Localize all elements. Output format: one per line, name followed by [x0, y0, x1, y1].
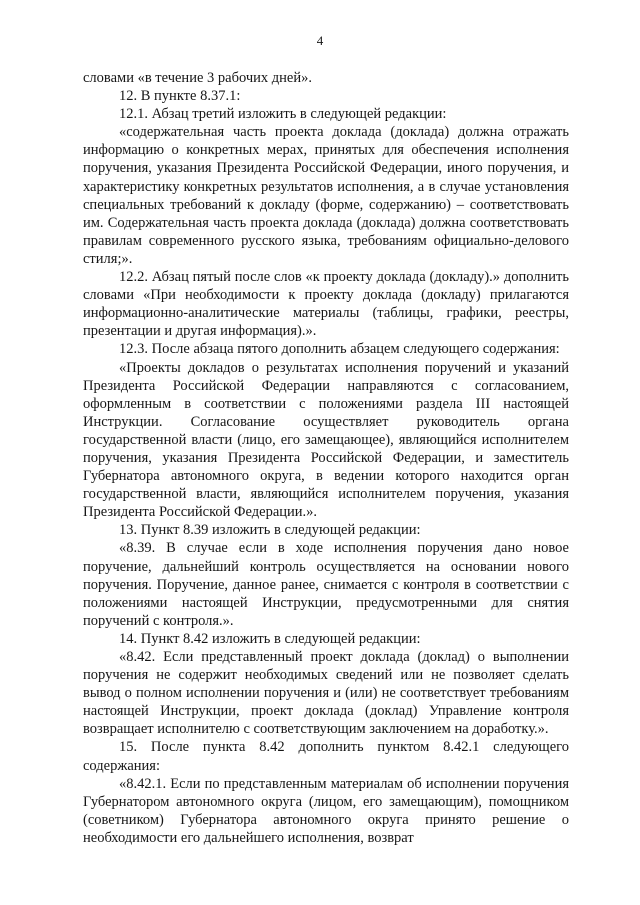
paragraph-continuation: словами «в течение 3 рабочих дней».	[83, 70, 312, 86]
paragraph-item-12-1: 12.1. Абзац третий изложить в следующей редакции:	[119, 106, 447, 123]
paragraph-item-15: 15. После пункта 8.42 дополнить пунктом 8.42.1 следующего содержания:	[83, 739, 569, 774]
paragraph-quote-12-3: «Проекты докладов о результатах исполнения поручений и указаний Президента Российской Федерации направляются с согласованием, оформленным в соответствии с положениями раздела III настоящей Инструкции. Согласование осуществляет руководитель органа государственной власти (лицо, его замещающее), являющийся исполнителем поручения, указания Президента Российской Федерации, и заместитель Губернатора автономного округа, в ведении которого находится орган государственной власти, являющийся исполнителем поручения, указания Президента Российской Федерации.».	[83, 359, 569, 521]
document-body	[83, 69, 569, 847]
paragraph-quote-8-42-1: «8.42.1. Если по представленным материалам об исполнении поручения Губернатором автономного округа (лицом, его замещающим), помощником (советником) Губернатора автономного округа принято решение о необходимости его дальнейшего исполнения, возврат	[83, 775, 569, 846]
page-number: 4	[316, 33, 324, 48]
paragraph-quote-8-42: «8.42. Если представленный проект доклада (доклад) о выполнении поручения не содержит необходимых сведений или не позволяет сделать вывод о полном исполнении поручения и (или) не соответствует требованиям настоящей Инструкции, проект доклада (доклад) Управление контроля возвращает исполнителю с соответствующим заключением на доработку.».	[83, 649, 569, 738]
paragraph-quote-8-39: «8.39. В случае если в ходе исполнения поручения дано новое поручение, дальнейший контроль осуществляется на основании нового поручения. Поручение, данное ранее, снимается с контроля в соответствии с положениями настоящей Инструкции, предусмотренными для снятия поручений с контроля.».	[83, 540, 569, 629]
paragraph-item-12-2: 12.2. Абзац пятый после слов «к проекту доклада (докладу).» дополнить словами «При необходимости к проекту доклада (докладу) прилагаются информационно-аналитические материалы (таблицы, графики, реестры, презентации и другая информация).».	[83, 269, 569, 340]
paragraph-quote-12-1: «содержательная часть проекта доклада (доклада) должна отражать информацию о конкретных мерах, принятых для обеспечения исполнения поручения, указания Президента Российской Федерации, иного поручения, и характеристику конкретных результатов исполнения, а в случае установления специальных требований к докладу (форме, содержанию) – соответствовать им. Содержательная часть проекта доклада (доклада) должна соответствовать правилам современного русского языка, требованиям официально-делового стиля;».	[83, 124, 569, 267]
paragraph-item-12: 12. В пункте 8.37.1:	[119, 88, 241, 105]
paragraph-item-12-3: 12.3. После абзаца пятого дополнить абзацем следующего содержания:	[119, 341, 560, 358]
paragraph-item-13: 13. Пункт 8.39 изложить в следующей редакции:	[119, 522, 421, 539]
paragraph-item-14: 14. Пункт 8.42 изложить в следующей редакции:	[119, 630, 421, 647]
